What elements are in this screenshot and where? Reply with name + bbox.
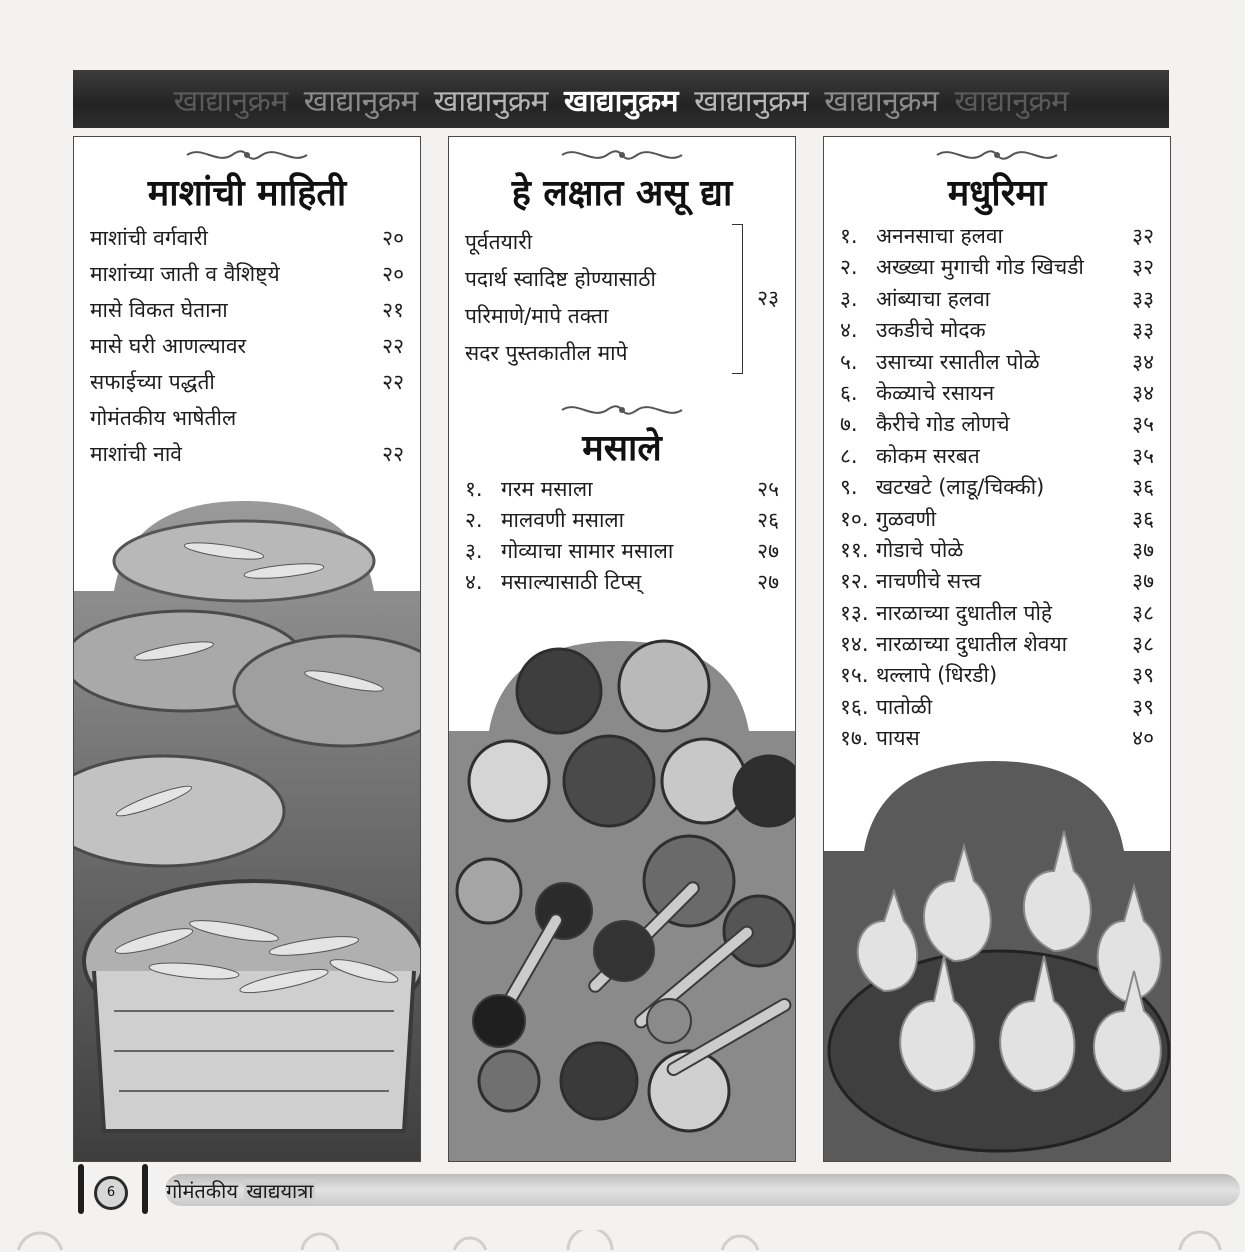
swirl-ornament-icon (552, 398, 692, 422)
page-number: 6 (94, 1176, 128, 1210)
banner-word: खाद्यानुक्रम (824, 83, 939, 119)
masale-section-title: मसाले (582, 427, 662, 469)
list-item[interactable]: माशांच्या जाती व वैशिष्ट्ये २० (90, 262, 404, 286)
list-item[interactable]: मासे विकत घेताना २१ (90, 298, 404, 322)
list-item[interactable]: सदर पुस्तकातील मापे (465, 341, 628, 365)
fish-baskets-photo (74, 491, 420, 1161)
fish-list (74, 224, 420, 476)
book-title-part1: गोमंतकीय (166, 1179, 245, 1203)
list-item[interactable]: २. अख्ख्या मुगाची गोड खिचडी ३२ (840, 255, 1154, 280)
banner-word: खाद्यानुक्रम (694, 83, 809, 119)
banner-word: खाद्यानुक्रम (173, 83, 288, 119)
list-item[interactable]: ६. केळ्याचे रसायन ३४ (840, 380, 1154, 405)
fork-icon (78, 1164, 84, 1214)
list-item[interactable]: गोमंतकीय भाषेतील (90, 406, 237, 430)
book-title-part2: खाद्ययात्रा (246, 1179, 314, 1203)
swirl-ornament-icon (552, 143, 692, 167)
swirl-ornament-icon (177, 143, 317, 167)
remember-section-title: हे लक्षात असू द्या (511, 172, 733, 214)
list-item[interactable]: ४. मसाल्यासाठी टिप्स् २७ (465, 570, 779, 594)
swirl-ornament-icon (927, 143, 1067, 167)
bracket (732, 224, 743, 374)
list-item[interactable]: माशांची नावे २२ (90, 442, 404, 466)
book-title (166, 1177, 315, 1204)
sweets-panel (823, 136, 1171, 1162)
fish-section-title: माशांची माहिती (147, 172, 347, 214)
list-item[interactable]: २. मालवणी मसाला २६ (465, 508, 779, 532)
list-item[interactable]: ४. उकडीचे मोदक ३३ (840, 318, 1154, 343)
list-item[interactable]: ३. गोव्याचा सामार मसाला २७ (465, 539, 779, 563)
banner-word: खाद्यानुक्रम (954, 83, 1069, 119)
list-item[interactable]: ११. गोडाचे पोळे ३७ (840, 537, 1154, 562)
list-item[interactable]: ९. खटखटे (लाडू/चिक्की) ३६ (840, 475, 1154, 500)
madhurima-section-title: मधुरिमा (947, 172, 1047, 214)
list-item[interactable]: १४. नारळाच्या दुधातील शेवया ३८ (840, 632, 1154, 657)
list-item[interactable]: १५. थल्लापे (धिरडी) ३९ (840, 663, 1154, 688)
modak-photo (824, 751, 1170, 1161)
list-item[interactable]: १०. गुळवणी ३६ (840, 506, 1154, 531)
spices-photo (449, 631, 795, 1161)
madhurima-list (824, 222, 1170, 756)
list-item[interactable]: १. अननसाचा हलवा ३२ (840, 224, 1154, 248)
decorative-circles (0, 1230, 1245, 1250)
banner-word-highlight: खाद्यानुक्रम (563, 83, 679, 119)
list-item[interactable]: १६. पातोळी ३९ (840, 694, 1154, 719)
list-item[interactable]: १७. पायस ४० (840, 726, 1154, 751)
footer-bar (165, 1174, 1240, 1206)
list-item[interactable]: १३. नारळाच्या दुधातील पोहे ३८ (840, 600, 1154, 625)
list-item[interactable]: ७. कैरीचे गोड लोणचे ३५ (840, 412, 1154, 437)
spices-panel (448, 136, 796, 1162)
list-item[interactable]: पूर्वतयारी (465, 230, 533, 254)
list-item[interactable]: ५. उसाच्या रसातील पोळे ३४ (840, 349, 1154, 374)
contents-banner (73, 70, 1169, 128)
list-item[interactable]: १२. नाचणीचे सत्त्व ३७ (840, 569, 1154, 594)
banner-word: खाद्यानुक्रम (303, 83, 418, 119)
banner-word: खाद्यानुक्रम (433, 83, 548, 119)
list-item[interactable]: सफाईच्या पद्धती २२ (90, 370, 404, 394)
list-item[interactable]: १. गरम मसाला २५ (465, 477, 779, 501)
spoon-icon (142, 1164, 148, 1214)
list-item[interactable]: ८. कोकम सरबत ३५ (840, 443, 1154, 468)
remember-page: २३ (757, 286, 779, 310)
list-item[interactable]: मासे घरी आणल्यावर २२ (90, 334, 404, 358)
list-item[interactable]: पदार्थ स्वादिष्ट होण्यासाठी (465, 267, 656, 291)
list-item[interactable]: माशांची वर्गवारी २० (90, 226, 404, 250)
page-footer (70, 1160, 1180, 1230)
remember-list (449, 228, 795, 378)
fish-info-panel (73, 136, 421, 1162)
list-item[interactable]: ३. आंब्याचा हलवा ३३ (840, 286, 1154, 311)
masale-list (449, 475, 795, 599)
list-item[interactable]: परिमाणे/मापे तक्ता (465, 304, 609, 328)
